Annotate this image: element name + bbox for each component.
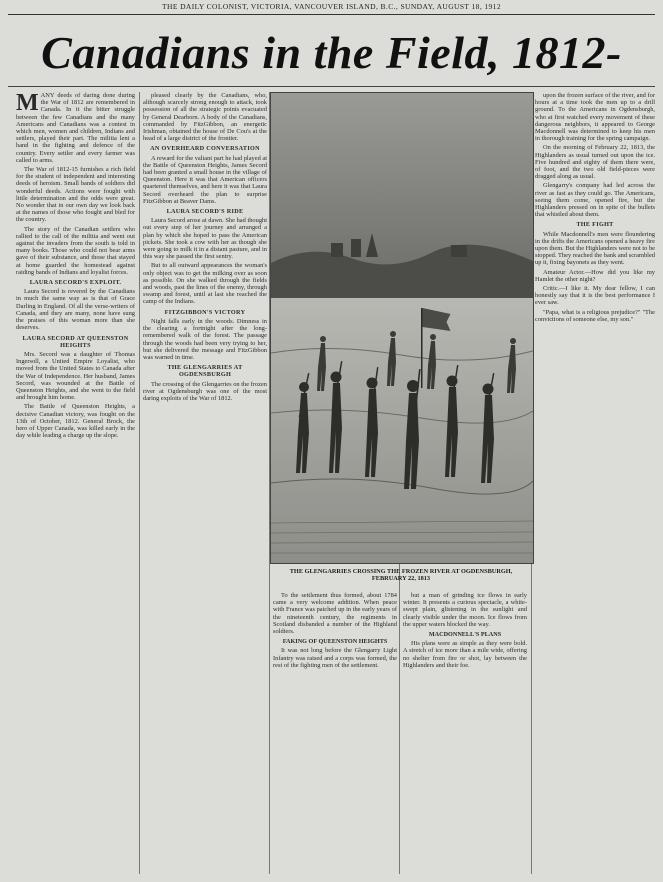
subheading: FITZGIBBON'S VICTORY <box>164 308 246 316</box>
paragraph: The crossing of the Glengarries on the frozen river at Ogdensburgh was one of the most daring exploits of the War of 1812. <box>143 380 267 402</box>
subheading: THE FIGHT <box>576 221 614 229</box>
paragraph: upon the frozen surface of the river, and for hours at a time took the men up to a drill ground. To the Americans in Ogdensburgh, who at first watched every movement of these dangerous neighbors, it appeared to George Macdonnell was determined to keep his men in thorough training for the spring campaign. <box>535 92 655 143</box>
illustration-glengarries-crossing <box>270 92 534 564</box>
paragraph: but a man of grinding ice flows in early winter. It presents a curious spectacle, a white-swept plain, glistening in the sunlight and clearly visible under the moon. Ice flows from the upper waters blocked the way. <box>403 592 527 628</box>
paragraph: Mrs. Secord was a daughter of Thomas Ingersoll, a United Empire Loyalist, who moved from the United States to Canada after the War of Independence. Her husband, James Secord, was wounded at the Battle of Queenston Heights, and she went to the field and brought him home. <box>16 350 135 402</box>
column-2 <box>143 92 267 874</box>
engraving-image <box>271 93 533 563</box>
column-5 <box>535 92 655 874</box>
paragraph: The Battle of Queenston Heights, a decisive Canadian victory, was fought on the 13th of October, 1812. General Brock, the hero of Upper Canada, was killed early in the day while leading a charge up the slope. <box>16 403 135 440</box>
subheading: LAURA SECORD AT QUEENSTON HEIGHTS <box>22 334 129 349</box>
paragraph: It was not long before the Glengarry Light Infantry was raised and a corps was formed, the rest of the fighting men of the settlement. <box>273 647 397 669</box>
headline: Canadians in the Field, 1812- <box>41 27 622 78</box>
column-3-lower <box>273 592 397 874</box>
subheading: LAURA SECORD'S EXPLOIT. <box>29 279 122 287</box>
paragraph: To the settlement thus formed, about 1784 came a very welcome addition. When peace with France was patched up in the early years of the nineteenth century, the regiments in Scotland disbanded a number of the Highland soldiers. <box>273 592 397 636</box>
paragraph: Critic.—I like it. My dear fellow, I can honestly say that it is the best performance I ever saw. <box>535 285 655 307</box>
subheading: LAURA SECORD'S RIDE <box>166 208 244 216</box>
intro-paragraph: MANY deeds of daring done during the War of 1812 are remembered in Canada. In it the bitter struggle between the few Canadians and the many Americans and Canadians was a contest in which men, women and children, Indians and settlers, played their part. The militia lent a hand in the fighting and defence of the country. Every settler and every farmer was called to arms. <box>16 92 135 164</box>
paragraph: "Papa, what is a religious prejudice?" "The convictions of someone else, my son." <box>535 308 655 323</box>
paragraph: Glengarry's company had led across the river as fast as they could go. The Americans, seeing them come, opened fire, but the Highlanders pressed on in spite of the bullets that whistled about them. <box>535 182 655 219</box>
paragraph: While Macdonnell's men were floundering in the drifts the Americans opened a heavy fire upon them. But the Highlanders were not to be stopped. They reached the bank and scrambled up it, fixing bayonets as they went. <box>535 230 655 267</box>
paragraph: Laura Secord is revered by the Canadians in much the same way as is that of Grace Darling in England. Of all the verse-writers of Canada, and they are many, none have sung the praises of this woman more than she deserves. <box>16 288 135 332</box>
running-head: THE DAILY COLONIST, VICTORIA, VANCOUVER ISLAND, B.C., SUNDAY, AUGUST 18, 1912 <box>162 2 501 11</box>
column-rule <box>139 92 140 874</box>
subheading: AN OVERHEARD CONVERSATION <box>150 145 260 153</box>
paragraph: On the morning of February 22, 1813, the Highlanders as usual turned out upon the ice. Five hundred and eighty of them there were, of foot, and the two old field-pieces were dragged along as usual. <box>535 144 655 181</box>
column-4-lower <box>403 592 527 874</box>
paragraph: pleased clearly by the Canadians, who, although scarcely strong enough to attack, took possession of all the strategic points evacuated by General Dearborn. A body of the Canadians, commanded by FitzGibbon, an energetic Irishman, obtained the house of De Cou's at the head of a large district of the frontier. <box>143 92 267 143</box>
paragraph: A reward for the valiant part he had played at the Battle of Queenston Heights, James Secord had been granted a small house in the village of Queenston. Here it was that American officers quartered themselves, and here it was that Laura Secord overheard the plan to surprise FitzGibbon at Beaver Dams. <box>143 154 267 205</box>
paragraph: Night falls early in the woods. Dimness in the clearing a fortnight after the long-remembered walk of the forest. The passage through the woods had been very trying to her, but she delivered the message and FitzGibbon was warned in time. <box>143 317 267 361</box>
header-rule <box>8 14 655 15</box>
paragraph: The story of the Canadian settlers who rallied to the call of the militia and went out against the invaders from the south is told in many books. Those who could not bear arms gave of their substance, and those that stayed at home guarded the homestead against raiding bands of Indians and loyalist forces. <box>16 225 135 276</box>
column-1 <box>16 92 135 874</box>
subheading: FAKING OF QUEENSTON HEIGHTS <box>282 638 388 646</box>
paragraph: But to all outward appearances the woman's only object was to get the milking over as soon as possible. On she walked through the fields and woods, past the lines of the enemy, through swamp and forest, until at last she reached the camp of the Indians. <box>143 262 267 306</box>
headline-rule <box>8 86 655 87</box>
illustration-caption: THE GLENGARRIES CROSSING THE FROZEN RIVER AT OGDENSBURGH, FEBRUARY 22, 1813 <box>289 568 513 583</box>
paragraph: His plans were as simple as they were bold. A stretch of ice more than a mile wide, offering no shelter from fire or shot, lay between the Highlanders and their foe. <box>403 640 527 669</box>
paragraph: Amateur Actor.—How did you like my Hamlet the other night? <box>535 268 655 283</box>
subheading: MACDONNELL'S PLANS <box>428 631 502 639</box>
subheading: THE GLENGARRIES AT OGDENSBURGH <box>167 364 243 379</box>
paragraph: Laura Secord arose at dawn. She had thought out every step of her journey and arranged a plan by which she hoped to pass the American pickets. She took a cow with her as though she were going to milk it in a distant pasture, and in this way she passed the first sentry. <box>143 217 267 261</box>
paragraph: The War of 1812-15 furnishes a rich field for the student of independent and interesting deeds of heroism. Small bands of soldiers did wonderful deeds. Actions were fought with little determination and the odds were great. No wonder that in our own day we look back at the names of those who fought and bled for the country. <box>16 166 135 224</box>
drop-cap: M <box>16 92 39 116</box>
